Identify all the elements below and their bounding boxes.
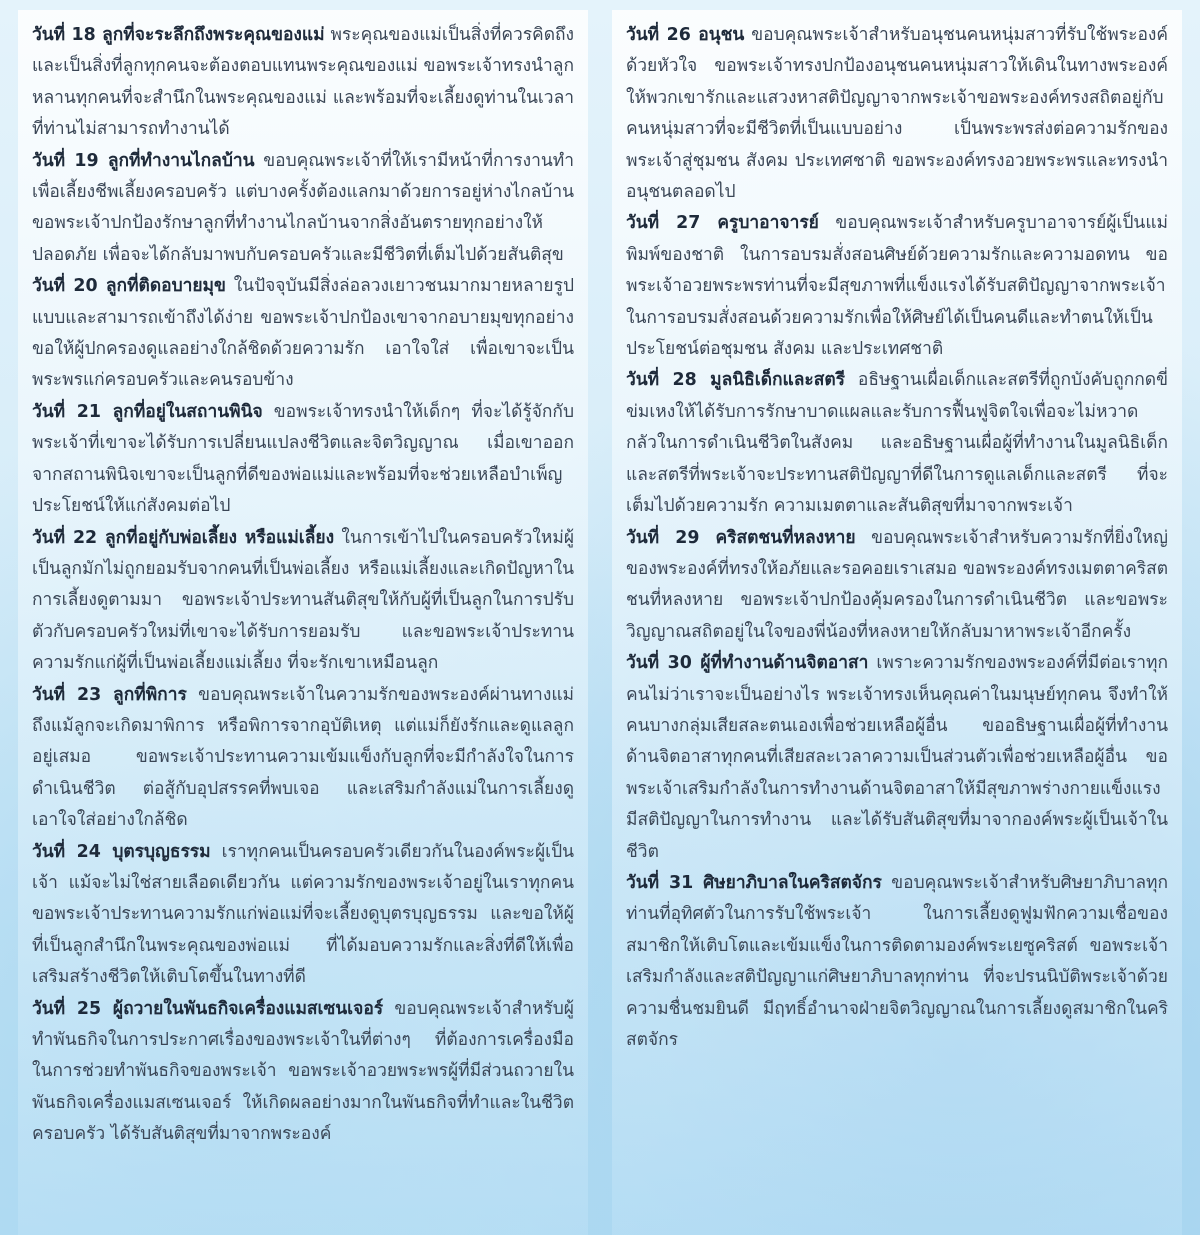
entry-heading: วันที่ 25 ผู้ถวายในพันธกิจเครื่องแมสเซนเจอร์ [32, 998, 384, 1019]
left-column [18, 10, 588, 1235]
left-column-content [32, 20, 574, 1151]
prayer-entry-day-19 [32, 146, 574, 272]
entry-text: อธิษฐานเผื่อเด็กและสตรีที่ถูกบังคับถูกกดขี่ข่มเหงให้ได้รับการรักษาบาดแผลและรับการฟื้นฟูจิตใจเพื่อจะไม่หวาดกลัวในการดำเนินชีวิตในสังคม และอธิษฐานเผื่อผู้ที่ทำงานในมูลนิธิเด็กและสตรีที่พระเจ้าจะประทานสติปัญญาที่ดีในการดูแลเด็กและสตรี ที่จะเต็มไปด้วยความรัก ความเมตตาและสันติสุขที่มาจากพระเจ้า [626, 370, 1168, 517]
entry-text: ขอบคุณพระเจ้าสำหรับความรักที่ยิ่งใหญ่ของพระองค์ที่ทรงให้อภัยและรอคอยเราเสมอ ขอพระองค์ทรงเมตตาคริสตชนที่หลงหาย ขอพระเจ้าปกป้องคุ้มครองในการดำเนินชีวิต และขอพระวิญญาณสถิตอยู่ในใจของพี่น้องที่หลงหายให้กลับมาหาพระเจ้าอีกครั้ง [626, 527, 1168, 642]
prayer-entry-day-30 [626, 648, 1168, 868]
entry-heading: วันที่ 27 ครูบาอาจารย์ [626, 213, 819, 234]
right-column [612, 10, 1182, 1235]
entry-heading: วันที่ 28 มูลนิธิเด็กและสตรี [626, 370, 846, 391]
prayer-entry-day-18 [32, 20, 574, 146]
entry-heading: วันที่ 24 บุตรบุญธรรม [32, 841, 211, 862]
entry-text: ในการเข้าไปในครอบครัวใหม่ผู้เป็นลูกมักไม่ถูกยอมรับจากคนที่เป็นพ่อเลี้ยง หรือแม่เลี้ยงและเกิดปัญหาในการเลี้ยงดูตามมา ขอพระเจ้าประทานสันติสุขให้กับผู้ที่เป็นลูกในการปรับตัวกับครอบครัวใหม่ที่เขาจะได้รับการยอมรับ และขอพระเจ้าประทานความรักแก่ผู้ที่เป็นพ่อเลี้ยงแม่เลี้ยง ที่จะรักเขาเหมือนลูก [32, 527, 575, 674]
prayer-entry-day-28 [626, 365, 1168, 522]
prayer-entry-day-24 [32, 837, 574, 994]
entry-text: ขอบคุณพระเจ้าสำหรับผู้ทำพันธกิจในการประกาศเรื่องของพระเจ้าในที่ต่างๆ ที่ต้องการเครื่องมือในการช่วยทำพันธกิจของพระเจ้า ขอพระเจ้าอวยพระพรผู้ที่มีส่วนถวายในพันธกิจเครื่องแมสเซนเจอร์ ให้เกิดผลอย่างมากในพันธกิจที่ทำและในชีวิตครอบครัว ได้รับสันติสุขที่มาจากพระองค์ [32, 998, 574, 1145]
prayer-entry-day-22 [32, 523, 574, 680]
prayer-entry-day-20 [32, 271, 574, 397]
entry-text: พระคุณของแม่เป็นสิ่งที่ควรคิดถึงและเป็นสิ่งที่ลูกทุกคนจะต้องตอบแทนพระคุณของแม่ ขอพระเจ้าทรงนำลูกหลานทุกคนที่จะสำนึกในพระคุณของแม่ และพร้อมที่จะเลี้ยงดูท่านในเวลาที่ท่านไม่สามารถทำงานได้ [32, 25, 575, 140]
prayer-entry-day-25 [32, 994, 574, 1151]
entry-heading: วันที่ 23 ลูกที่พิการ [32, 684, 187, 705]
prayer-entry-day-23 [32, 680, 574, 837]
entry-heading: วันที่ 20 ลูกที่ติดอบายมุข [32, 276, 226, 297]
entry-text: ในปัจจุบันมีสิ่งล่อลวงเยาวชนมากมายหลายรูปแบบและสามารถเข้าถึงได้ง่าย ขอพระเจ้าปกป้องเขาจากอบายมุขทุกอย่าง ขอให้ผู้ปกครองดูแลอย่างใกล้ชิดด้วยความรัก เอาใจใส่ เพื่อเขาจะเป็นพระพรแก่ครอบครัวและคนรอบข้าง [32, 276, 574, 391]
prayer-entry-day-31 [626, 868, 1168, 1056]
entry-heading: วันที่ 21 ลูกที่อยู่ในสถานพินิจ [32, 401, 263, 422]
prayer-entry-day-21 [32, 397, 574, 523]
entry-text: ขอพระเจ้าทรงนำให้เด็กๆ ที่จะได้รู้จักกับพระเจ้าที่เขาจะได้รับการเปลี่ยนแปลงชีวิตและจิตวิญญาณ เมื่อเขาออกจากสถานพินิจเขาจะเป็นลูกที่ดีของพ่อแม่และพร้อมที่จะช่วยเหลือบำเพ็ญประโยชน์ให้แก่สังคมต่อไป [32, 401, 574, 517]
entry-heading: วันที่ 19 ลูกที่ทำงานไกลบ้าน [32, 150, 255, 171]
entry-text: เราทุกคนเป็นครอบครัวเดียวกันในองค์พระผู้เป็นเจ้า แม้จะไม่ใช่สายเลือดเดียวกัน แต่ความรักของพระเจ้าอยู่ในเราทุกคน ขอพระเจ้าประทานความรักแก่พ่อแม่ที่จะเลี้ยงดูบุตรบุญธรรม และขอให้ผู้ที่เป็นลูกสำนึกในพระคุณของพ่อแม่ ที่ได้มอบความรักและสิ่งที่ดีให้เพื่อเสริมสร้างชีวิตให้เติบโตขึ้นในทางที่ดี [32, 841, 575, 988]
entry-heading: วันที่ 30 ผู้ที่ทำงานด้านจิตอาสา [626, 653, 869, 674]
right-column-content [626, 20, 1168, 1056]
entry-heading: วันที่ 31 ศิษยาภิบาลในคริสตจักร [626, 872, 882, 893]
prayer-entry-day-26 [626, 20, 1168, 208]
entry-heading: วันที่ 29 คริสตชนที่หลงหาย [626, 527, 856, 548]
entry-text: ขอบคุณพระเจ้าสำหรับครูบาอาจารย์ผู้เป็นแม่พิมพ์ของชาติ ในการอบรมสั่งสอนศิษย์ด้วยความรักและความอดทน ขอพระเจ้าอวยพระพรท่านที่จะมีสุขภาพที่แข็งแรงได้รับสติปัญญาจากพระเจ้า ในการอบรมสั่งสอนด้วยความรักเพื่อให้ศิษย์ได้เป็นคนดีและทำตนให้เป็นประโยชน์ต่อชุมชน สังคม และประเทศชาติ [626, 213, 1168, 360]
entry-heading: วันที่ 22 ลูกที่อยู่กับพ่อเลี้ยง หรือแม่เลี้ยง [32, 527, 335, 548]
entry-text: ขอบคุณพระเจ้าในความรักของพระองค์ผ่านทางแม่ ถึงแม้ลูกจะเกิดมาพิการ หรือพิการจากอุบัติเหตุ แต่แม่ก็ยังรักและดูแลลูกอยู่เสมอ ขอพระเจ้าประทานความเข้มแข็งกับลูกที่จะมีกำลังใจในการดำเนินชีวิต ต่อสู้กับอุปสรรคที่พบเจอ และเสริมกำลังแม่ในการเลี้ยงดูเอาใจใส่อย่างใกล้ชิด [32, 684, 574, 831]
entry-text: ขอบคุณพระเจ้าสำหรับศิษยาภิบาลทุกท่านที่อุทิศตัวในการรับใช้พระเจ้า ในการเลี้ยงดูฟูมฟักความเชื่อของสมาชิกให้เติบโตและเข้มแข็งในการติดตามองค์พระเยซูคริสต์ ขอพระเจ้าเสริมกำลังและสติปัญญาแก่ศิษยาภิบาลทุกท่าน ที่จะปรนนิบัติพระเจ้าด้วยความชื่นชมยินดี มีฤทธิ์อำนาจฝ่ายจิตวิญญาณในการเลี้ยงดูสมาชิกในคริสตจักร [626, 872, 1169, 1050]
entry-text: ขอบคุณพระเจ้าที่ให้เรามีหน้าที่การงานทำเพื่อเลี้ยงชีพเลี้ยงครอบครัว แต่บางครั้งต้องแลกมาด้วยการอยู่ห่างไกลบ้าน ขอพระเจ้าปกป้องรักษาลูกที่ทำงานไกลบ้านจากสิ่งอันตรายทุกอย่างให้ปลอดภัย เพื่อจะได้กลับมาพบกับครอบครัวและมีชีวิตที่เต็มไปด้วยสันติสุข [32, 150, 575, 265]
prayer-entry-day-27 [626, 208, 1168, 365]
entry-text: เพราะความรักของพระองค์ที่มีต่อเราทุกคนไม่ว่าเราจะเป็นอย่างไร พระเจ้าทรงเห็นคุณค่าในมนุษย์ทุกคน จึงทำให้คนบางกลุ่มเสียสละตนเองเพื่อช่วยเหลือผู้อื่น ขออธิษฐานเผื่อผู้ที่ทำงานด้านจิตอาสาทุกคนที่เสียสละเวลาความเป็นส่วนตัวเพื่อช่วยเหลือผู้อื่น ขอพระเจ้าเสริมกำลังในการทำงานด้านจิตอาสาให้มีสุขภาพร่างกายแข็งแรงมีสติปัญญาในการทำงาน และได้รับสันติสุขที่มาจากองค์พระผู้เป็นเจ้าในชีวิต [626, 653, 1168, 862]
prayer-entry-day-29 [626, 523, 1168, 649]
entry-heading: วันที่ 26 อนุชน [626, 25, 745, 45]
entry-text: ขอบคุณพระเจ้าสำหรับอนุชนคนหนุ่มสาวที่รับใช้พระองค์ด้วยหัวใจ ขอพระเจ้าทรงปกป้องอนุชนคนหนุ่มสาวให้เดินในทางพระองค์ให้พวกเขารักและแสวงหาสติปัญญาจากพระเจ้าขอพระองค์ทรงสถิตอยู่กับคนหนุ่มสาวที่จะมีชีวิตที่เป็นแบบอย่าง เป็นพระพรส่งต่อความรักของพระเจ้าสู่ชุมชน สังคม ประเทศชาติ ขอพระองค์ทรงอวยพระพรและทรงนำอนุชนตลอดไป [626, 25, 1169, 203]
entry-heading: วันที่ 18 ลูกที่จะระลึกถึงพระคุณของแม่ [32, 25, 325, 45]
